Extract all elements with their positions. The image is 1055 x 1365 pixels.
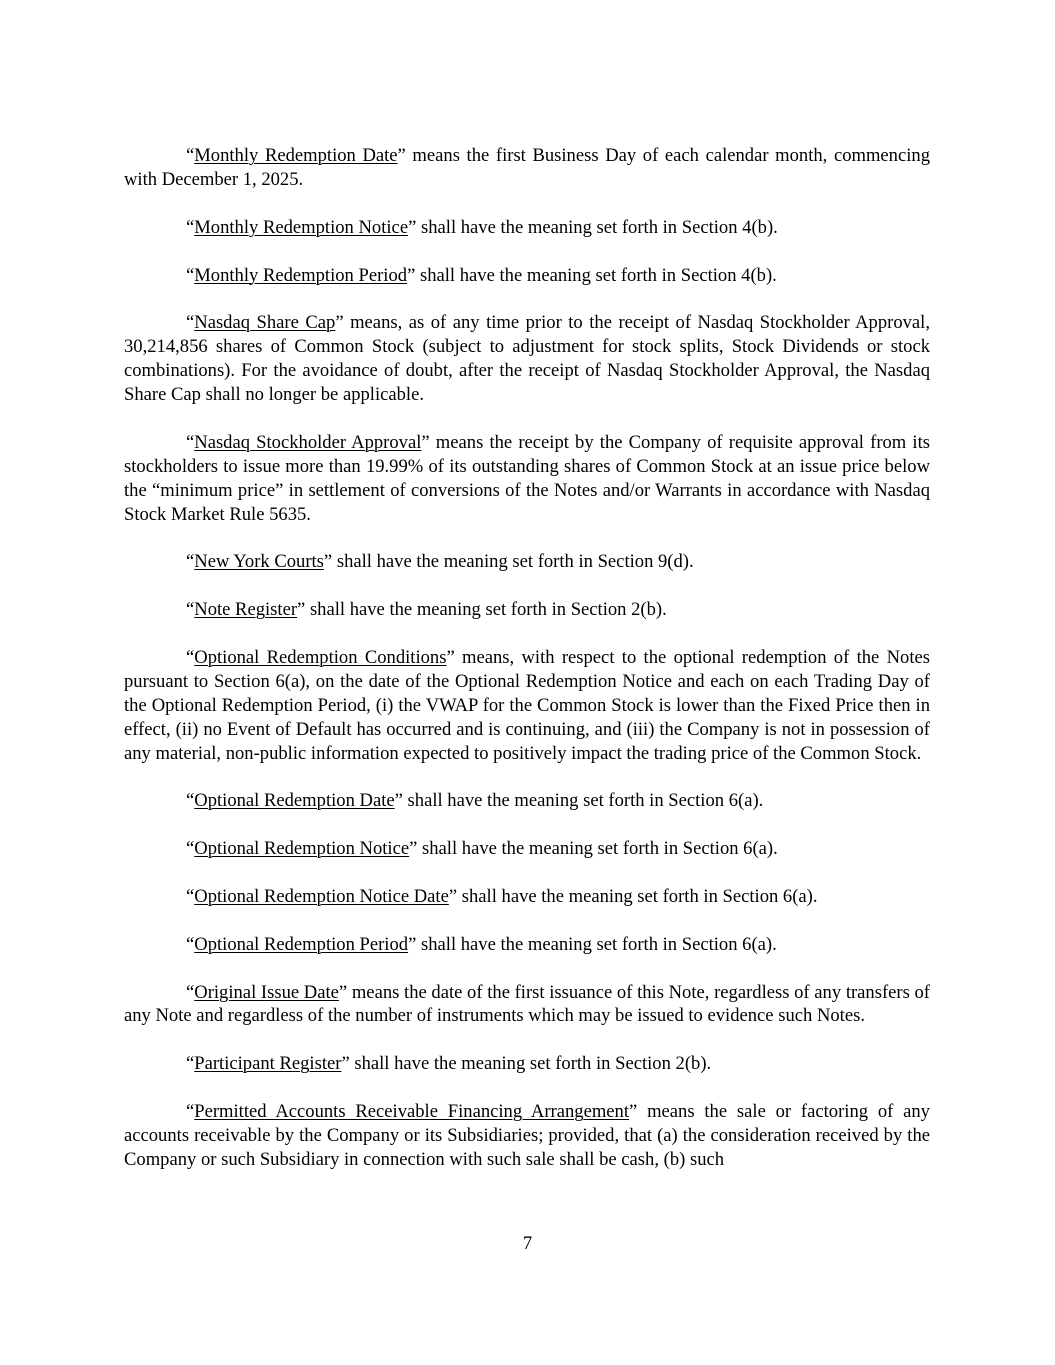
defined-term: Nasdaq Stockholder Approval xyxy=(194,431,422,453)
definition-paragraph: “Permitted Accounts Receivable Financing Arrangement” means the sale or factoring of any accounts receivable by the Company or its Subsidiaries; provided, that (a) the consideration received by the Company or such Subsidiary in connection with such sale shall be cash, (b) such xyxy=(124,1101,930,1170)
definition-text: shall have the meaning set forth in Section 6(a). xyxy=(402,790,764,812)
definition-paragraph: “Optional Redemption Conditions” means, with respect to the optional redemption of the Notes pursuant to Section 6(a), on the date of the Optional Redemption Notice and each on each Trading Day of the Optional Redemption Period, (i) the VWAP for the Common Stock is lower than the Fixed Price then in effect, (ii) no Event of Default has occurred and is continuing, and (iii) the Company is not in possession of any material, non-public information expected to positively impact the trading price of the Common Stock. xyxy=(124,646,930,764)
defined-term: Optional Redemption Period xyxy=(194,933,409,955)
definition-paragraph: “Note Register” shall have the meaning set forth in Section 2(b). xyxy=(186,599,667,621)
definition-paragraph: “Optional Redemption Notice Date” shall have the meaning set forth in Section 6(a). xyxy=(186,885,818,907)
definitions-section xyxy=(124,144,930,1196)
defined-term: Permitted Accounts Receivable Financing Arrangement xyxy=(194,1101,630,1123)
definition-paragraph: “Monthly Redemption Notice” shall have the meaning set forth in Section 4(b). xyxy=(186,216,778,238)
definition-paragraph: “Participant Register” shall have the meaning set forth in Section 2(b). xyxy=(186,1053,712,1075)
defined-term: Optional Redemption Conditions xyxy=(194,646,447,668)
defined-term: Monthly Redemption Notice xyxy=(194,216,409,238)
definition-paragraph: “Optional Redemption Date” shall have the meaning set forth in Section 6(a). xyxy=(186,790,764,812)
defined-term: Optional Redemption Date xyxy=(194,790,395,812)
definition-paragraph: “Original Issue Date” means the date of the first issuance of this Note, regardless of any transfers of any Note and regardless of the number of instruments which may be issued to evidence such Notes. xyxy=(124,981,931,1027)
definition-paragraph: “Nasdaq Share Cap” means, as of any time prior to the receipt of Nasdaq Stockholder Approval, 30,214,856 shares of Common Stock (subject to adjustment for stock splits, Stock Dividends or stock combinations). For the avoidance of doubt, after the receipt of Nasdaq Stockholder Approval, the Nasdaq Share Cap shall no longer be applicable. xyxy=(124,312,930,406)
defined-term: Note Register xyxy=(194,599,298,621)
definition-text: shall have the meaning set forth in Section 6(a). xyxy=(457,885,818,907)
defined-term: Monthly Redemption Period xyxy=(194,264,408,286)
definition-text: shall have the meaning set forth in Section 4(b). xyxy=(415,264,777,286)
defined-term: Participant Register xyxy=(194,1053,342,1075)
definition-text: shall have the meaning set forth in Section 2(b). xyxy=(305,599,667,621)
definition-text: means, with respect to the optional redemption of the Notes pursuant to Section 6(a), on the date of the Optional Redemption Notice and each on each Trading Day of the Optional Redemption Period, (i) the VWAP for the Common Stock is lower than the Fixed Price then in effect, (ii) no Event of Default has occurred and is continuing, and (iii) the Company is not in possession of any material, non-public information expected to positively impact the trading price of the Common Stock. xyxy=(124,646,930,764)
defined-term: Monthly Redemption Date xyxy=(194,145,398,166)
definition-text: means the sale or factoring of any accounts receivable by the Company or its Subsidiaries; provided, that (a) the consideration received by the Company or such Subsidiary in connection with such sale shall be cash, (b) such xyxy=(124,1101,930,1170)
definition-paragraph: “Monthly Redemption Period” shall have the meaning set forth in Section 4(b). xyxy=(186,264,777,286)
definition-text: shall have the meaning set forth in Section 9(d). xyxy=(332,551,694,573)
definition-text: means, as of any time prior to the receipt of Nasdaq Stockholder Approval, 30,214,856 shares of Common Stock (subject to adjustment for stock splits, Stock Dividends or stock combinations). For the avoidance of doubt, after the receipt of Nasdaq Stockholder Approval, the Nasdaq Share Cap shall no longer be applicable. xyxy=(124,312,930,406)
definition-text: shall have the meaning set forth in Section 2(b). xyxy=(349,1053,712,1075)
definition-text: means the date of the first issuance of this Note, regardless of any transfers of any Note and regardless of the number of instruments which may be issued to evidence such Notes. xyxy=(124,981,931,1027)
defined-term: Original Issue Date xyxy=(194,981,339,1003)
definition-text: shall have the meaning set forth in Section 6(a). xyxy=(417,838,778,860)
defined-term: Nasdaq Share Cap xyxy=(194,312,336,334)
definition-paragraph: “Optional Redemption Period” shall have the meaning set forth in Section 6(a). xyxy=(186,933,777,955)
defined-term: Optional Redemption Notice xyxy=(194,838,410,860)
definition-text: means the receipt by the Company of requisite approval from its stockholders to issue more than 19.99% of its outstanding shares of Common Stock at an issue price below the “minimum price” in settlement of conversions of the Notes and/or Warrants in accordance with Nasdaq Stock Market Rule 5635. xyxy=(124,431,930,525)
definition-paragraph: “Optional Redemption Notice” shall have the meaning set forth in Section 6(a). xyxy=(186,838,778,860)
definition-paragraph: “New York Courts” shall have the meaning set forth in Section 9(d). xyxy=(186,551,694,573)
definition-text: shall have the meaning set forth in Section 6(a). xyxy=(416,933,777,955)
definition-paragraph: “Nasdaq Stockholder Approval” means the receipt by the Company of requisite approval from its stockholders to issue more than 19.99% of its outstanding shares of Common Stock at an issue price below the “minimum price” in settlement of conversions of the Notes and/or Warrants in accordance with Nasdaq Stock Market Rule 5635. xyxy=(124,431,930,525)
defined-term: New York Courts xyxy=(194,551,324,573)
definition-text: shall have the meaning set forth in Section 4(b). xyxy=(416,216,778,238)
definition-paragraph: “Monthly Redemption Date” means the first Business Day of each calendar month, commencing with December 1, 2025. xyxy=(124,145,930,190)
definition-text: means the first Business Day of each calendar month, commencing with December 1, 2025. xyxy=(124,145,930,190)
defined-term: Optional Redemption Notice Date xyxy=(194,885,449,907)
page-number: 7 xyxy=(522,1233,533,1254)
